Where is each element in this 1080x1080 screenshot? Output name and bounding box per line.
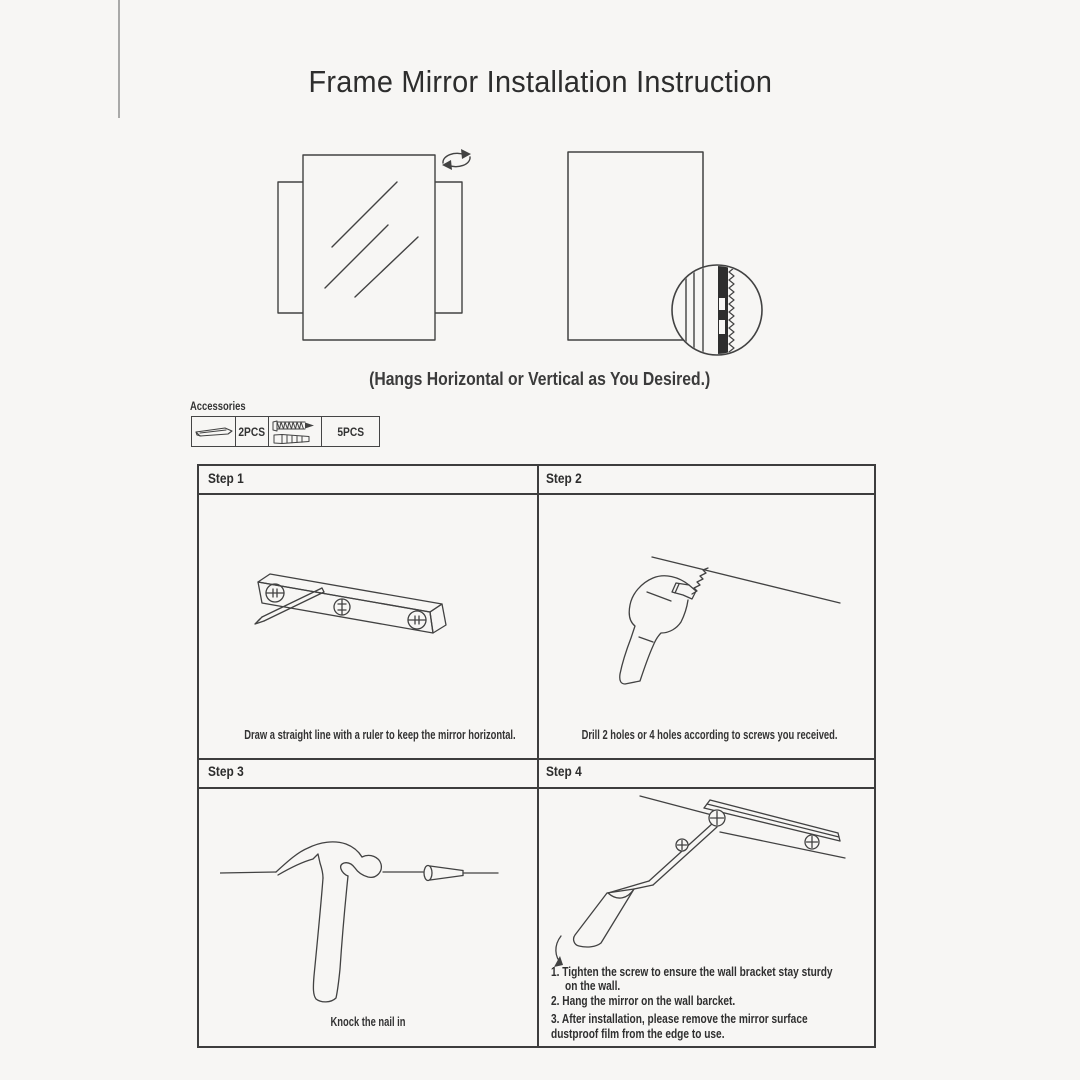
bracket-qty-cell (236, 417, 269, 446)
scan-edge-artifact (118, 0, 120, 118)
screw-anchor-icon-cell (269, 417, 322, 446)
instruction-line: 2. Hang the mirror on the wall barcket. (551, 992, 736, 1008)
step-4-label: Step 4 (546, 763, 582, 779)
screw-qty: 5PCS (337, 424, 364, 439)
step-3-cell (199, 789, 537, 1046)
step-1-cell (199, 495, 537, 758)
accessories-table (191, 416, 380, 447)
step-2-label: Step 2 (546, 470, 582, 486)
wall-bracket-icon (194, 424, 234, 440)
step-2-cell (539, 495, 874, 758)
hammer-illustration (220, 835, 510, 1010)
screw-and-anchor-icon (270, 419, 320, 445)
step-1-caption: Draw a straight line with a ruler to keep the mirror horizontal. (244, 728, 516, 742)
grid-row-divider (199, 758, 874, 760)
instruction-line: 1. Tighten the screw to ensure the wall bracket stay sturdy (551, 963, 833, 979)
step-4-cell (539, 789, 874, 1046)
steps-grid (197, 464, 876, 1048)
accessories-label: Accessories (190, 401, 246, 413)
page-title: Frame Mirror Installation Instruction (308, 64, 772, 99)
wall-bracket-icon-cell (192, 417, 236, 446)
mirror-edge-detail-diagram (555, 140, 775, 365)
instruction-line: dustproof film from the edge to use. (551, 1025, 725, 1041)
pencil (255, 588, 324, 624)
step-3-caption: Knock the nail in (330, 1015, 406, 1029)
instruction-line: 3. After installation, please remove the mirror surface (551, 1011, 808, 1026)
step-1-label: Step 1 (208, 470, 244, 486)
orientation-note: (Hangs Horizontal or Vertical as You Desired.) (369, 368, 711, 389)
step-3-label: Step 3 (208, 763, 244, 779)
spirit-level-illustration (230, 555, 510, 680)
screwdriver-bracket-illustration (550, 790, 875, 975)
rotate-icon (442, 149, 471, 170)
drill-illustration (595, 545, 850, 700)
mirror-orientation-diagram (270, 140, 480, 355)
step-2-caption: Drill 2 holes or 4 holes according to screws you received. (581, 728, 838, 742)
bracket-qty: 2PCS (238, 424, 266, 439)
screw-qty-cell (322, 417, 379, 446)
instruction-line: on the wall. (565, 978, 621, 993)
anchor-nail (424, 866, 463, 881)
step-4-instructions (551, 965, 961, 1042)
